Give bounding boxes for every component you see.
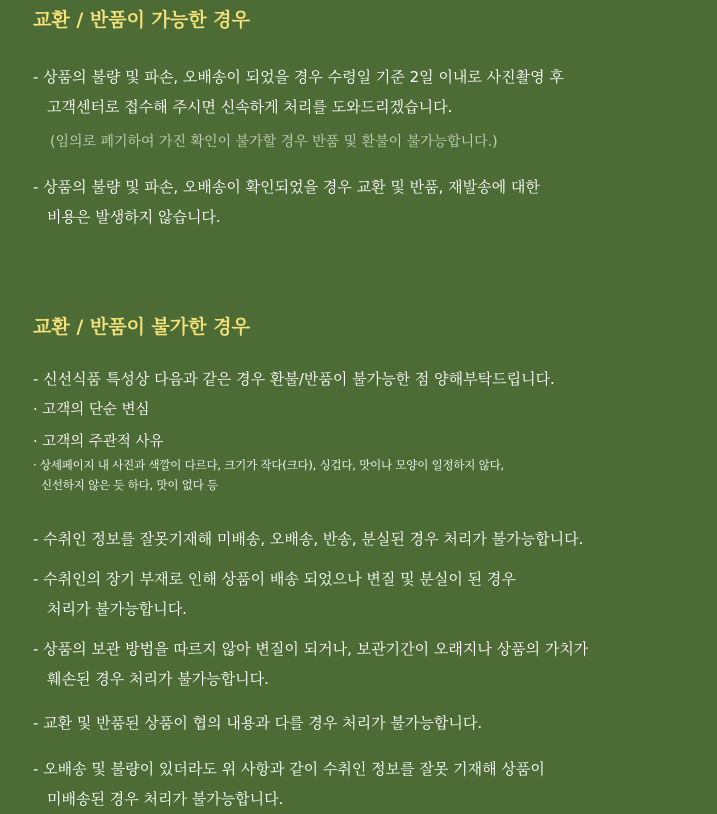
possible-item-1 [33,62,564,122]
impossible-item-1: - 수취인 정보를 잘못기재해 미배송, 오배송, 반송, 분실된 경우 처리가 불가능합니다. [33,530,584,548]
impossible-item-2-line1: - 수취인의 장기 부재로 인해 상품이 배송 되었으나 변질 및 분실이 된 경우 [33,570,516,588]
exchange-impossible-title: 교환 / 반품이 불가한 경우 [33,316,250,338]
impossible-item-2-line2: 처리가 불가능합니다. [47,600,187,618]
possible-item-2-line1: - 상품의 불량 및 파손, 오배송이 확인되었을 경우 교환 및 반품, 재발송에 대한 [33,178,540,196]
possible-item-1-line1: - 상품의 불량 및 파손, 오배송이 되었을 경우 수령일 기준 2일 이내로 사진촬영 후 [33,68,564,86]
impossible-item-4: - 교환 및 반품된 상품이 협의 내용과 다를 경우 처리가 불가능합니다. [33,714,483,732]
exchange-possible-title: 교환 / 반품이 가능한 경우 [33,9,250,31]
possible-item-2 [33,172,540,232]
impossible-detail-line2: 신선하지 않은 듯 하다, 맛이 없다 등 [41,478,218,492]
impossible-detail-line1: · 상세페이지 내 사진과 색깔이 다르다, 크기가 작다(크다), 싱겁다, 맛이나 모양이 일정하지 않다, [33,458,504,472]
possible-item-1-line2: 고객센터로 접수해 주시면 신속하게 처리를 도와드리겠습니다. [47,98,453,116]
impossible-item-3 [33,634,588,694]
impossible-detail [33,455,504,495]
impossible-item-5-line1: - 오배송 및 불량이 있더라도 위 사항과 같이 수취인 정보를 잘못 기재해 상품이 [33,760,545,778]
impossible-item-3-line2: 훼손된 경우 처리가 불가능합니다. [47,670,269,688]
possible-item-2-line2: 비용은 발생하지 않습니다. [47,208,221,226]
impossible-item-5 [33,754,545,814]
impossible-bullet-simple-change: · 고객의 단순 변심 [33,402,150,418]
impossible-item-5-line2: 미배송된 경우 처리가 불가능합니다. [47,790,284,808]
impossible-item-3-line1: - 상품의 보관 방법을 따르지 않아 변질이 되거나, 보관기간이 오래지나 상품의 가치가 [33,640,589,658]
impossible-item-2 [33,564,516,624]
possible-note: (임의로 폐기하여 가진 확인이 불가할 경우 반품 및 환불이 불가능합니다.) [50,134,498,150]
impossible-intro: - 신선식품 특성상 다음과 같은 경우 환불/반품이 불가능한 점 양해부탁드립니다. [33,370,555,388]
impossible-bullet-subjective: · 고객의 주관적 사유 [33,434,164,450]
